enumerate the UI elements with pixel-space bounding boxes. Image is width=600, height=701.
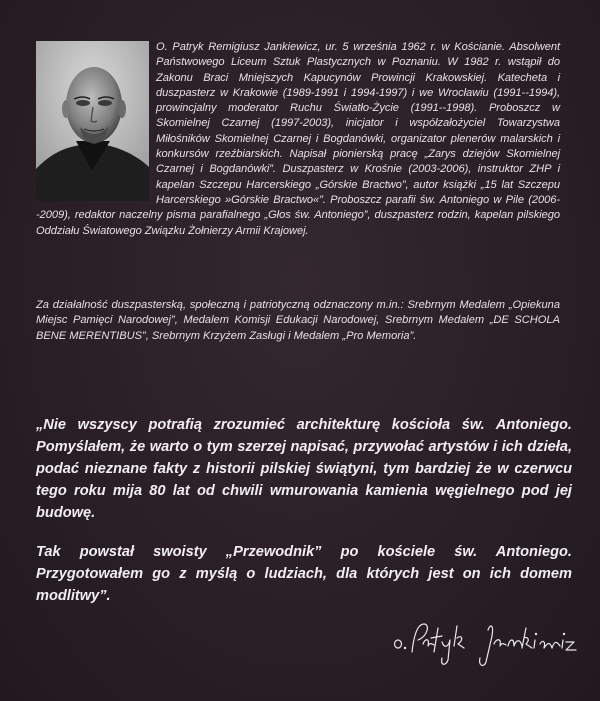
biography-text: O. Patryk Remigiusz Jankiewicz, ur. 5 września 1962 r. w Kościanie. Absolwent Państwowego Liceum Sztuk Plastycznych w Poznaniu. W 1982 r. wstąpił do Zakonu Braci Mniejszych Kapucynów Prowincji Krakowskiej. Katecheta i duszpasterz w Krakowie (1989-1991 i 1994-1997) i we Wrocławiu (1991--1994), prowincjalny moderator Ruchu Światło-Życie (1991--1998). Proboszcz w Skomielnej Czarnej (1997-2003), inicjator i współzałożyciel Towarzystwa Miłośników Skomielnej Czarnej i Bogdanówki, organizator plenerów malarskich i konkursów rzeźbiarskich. Napisał pionierską pracę „Zarys dziejów Skomielnej Czarnej i Bogdanówki”. Duszpasterz w Krośnie (2003-2006), instruktor ZHP i kapelan Szczepu Harcerskiego „Górskie Bractwo”, autor książki „15 lat Szczepu Harcerskiego »Górskie Bractwo«”. Proboszcz parafii św. Antoniego w Pile (2006--2009), redaktor naczelny pisma parafialnego „Głos św. Antoniego”, duszpasterz rodzin, kapelan pilskiego Oddziału Światowego Związku Żołnierzy Armii Krajowej. <box>36 41 560 237</box>
author-signature <box>390 614 590 670</box>
author-quote <box>36 414 572 607</box>
portrait-spacer <box>36 40 156 206</box>
awards-text: Za działalność duszpasterską, społeczną i patriotyczną odznaczony m.in.: Srebrnym Medalem „Opiekuna Miejsc Pamięci Narodowej”, Medalem Komisji Edukacji Narodowej, Srebrnym Medalem „DE SCHOLA BENE MERENTIBUS”, Srebrnym Krzyżem Zasługi i Medalem „Pro Memoria”. <box>36 299 560 342</box>
quote-paragraph-2: Tak powstał swoisty „Przewodnik” po kościele św. Antoniego. Przygotowałem go z myślą o ludziach, dla których jest on ich domem modlitwy”. <box>36 544 572 604</box>
signature-drawing <box>390 614 590 670</box>
author-awards <box>36 298 560 344</box>
quote-paragraph-1: „Nie wszyscy potrafią zrozumieć architekturę kościoła św. Antoniego. Pomyślałem, że warto o tym szerzej napisać, przywołać artystów i ich dzieła, podać nieznane fakty z historii pilskiej świątyni, tym bardziej że w czerwcu tego roku mija 80 lat od chwili wmurowania kamienia węgielnego pod jej budowę. <box>36 417 572 521</box>
author-biography <box>36 40 560 239</box>
